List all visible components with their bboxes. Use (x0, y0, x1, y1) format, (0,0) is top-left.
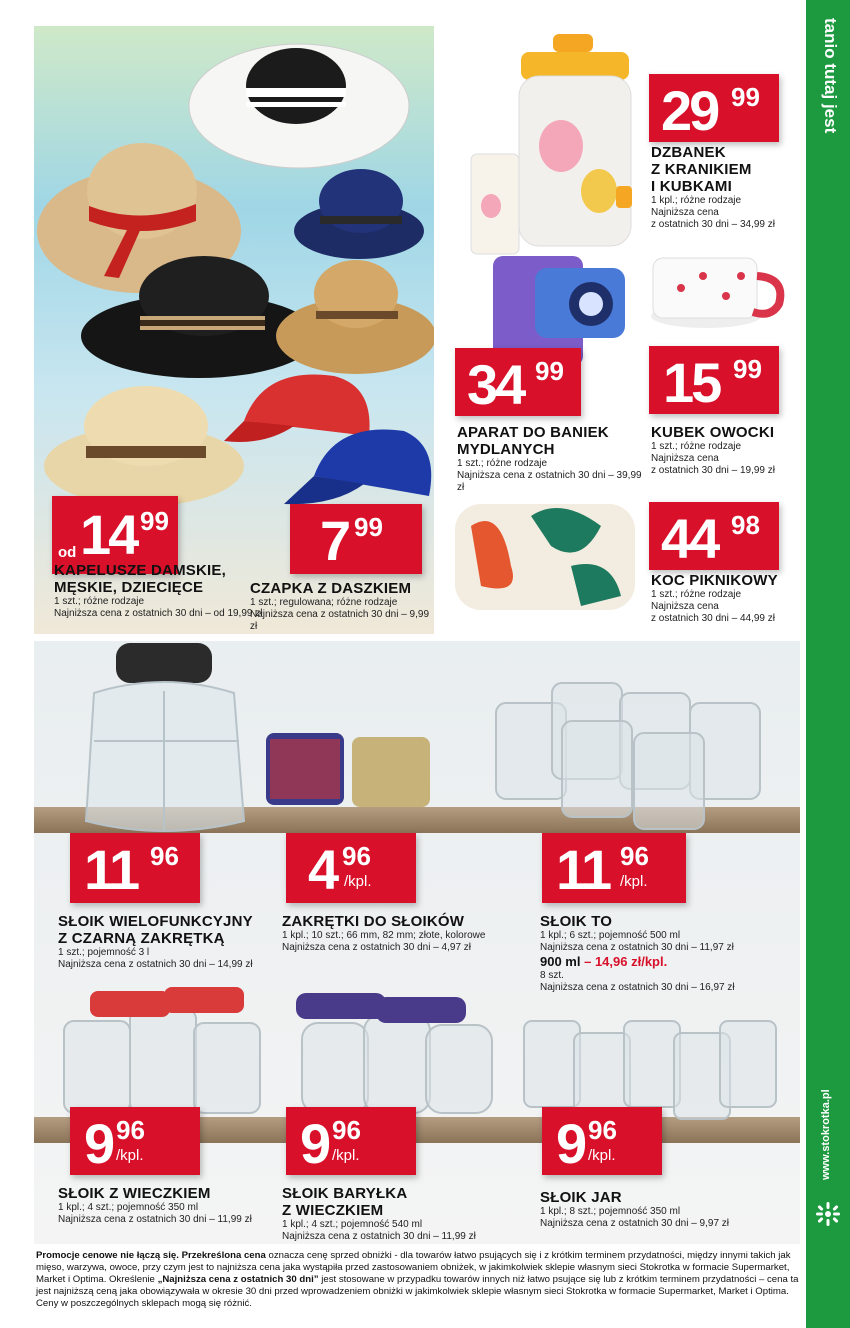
lowest-price-note: z ostatnich 30 dni – 19,99 zł (651, 465, 775, 476)
price-cents: 99 (733, 354, 762, 384)
alt-size-price (540, 954, 770, 970)
price-main: 15 (663, 351, 720, 414)
product-title: SŁOIK WIELOFUNKCYJNY (58, 913, 253, 930)
footer-bold-1: Promocje cenowe nie łączą się. (36, 1250, 179, 1261)
price-cents: 96 (620, 841, 649, 871)
lowest-price-note: Najniższa cena z ostatnich 30 dni – 9,97 zł (540, 1218, 729, 1229)
alt-size: 900 ml (540, 954, 581, 969)
home-panel (441, 26, 800, 634)
slogan: tanio tutaj jest (821, 18, 840, 134)
lowest-price-note: Najniższa cena z ostatnich 30 dni – 16,97 zł (540, 982, 735, 993)
lowest-price-note: z ostatnich 30 dni – 44,99 zł (651, 613, 775, 624)
lowest-price-note: Najniższa cena z ostatnich 30 dni – 14,99 zł (58, 959, 253, 970)
lowest-price-note: Najniższa cena z ostatnich 30 dni – 11,99 zł (282, 1231, 476, 1242)
daisy-logo-icon (814, 1200, 842, 1228)
product-title: ZAKRĘTKI DO SŁOIKÓW (282, 913, 465, 930)
jar-lid-label (58, 1185, 280, 1226)
product-meta: 1 szt.; pojemność 3 l (58, 947, 150, 958)
lowest-price-note: Najniższa cena z ostatnich 30 dni – 11,99 zł (58, 1214, 252, 1225)
product-title: DZBANEK (651, 144, 726, 161)
footer-bold-3: „Najniższa cena z ostatnich 30 dni” (157, 1274, 319, 1285)
cap-label (250, 580, 434, 633)
price-cents: 96 (588, 1115, 617, 1145)
price-unit: /kpl. (332, 1147, 360, 1164)
product-meta: 1 kpl.; 4 szt.; pojemność 540 ml (282, 1219, 423, 1230)
jars-panel (34, 641, 800, 1244)
bubbles-label (457, 424, 647, 494)
price-main: 34 (467, 353, 524, 416)
price-tag-jug (649, 74, 779, 142)
lowest-price-note: Najniższa cena z ostatnich 30 dni – 39,99 zł (457, 470, 642, 493)
price-tag-mug (649, 346, 779, 414)
price-main: 9 (300, 1112, 329, 1175)
price-tag-blanket (649, 502, 779, 570)
lowest-price-note: z ostatnich 30 dni – 34,99 zł (651, 219, 775, 230)
jar-barrel-label (282, 1185, 532, 1243)
product-title: KAPELUSZE DAMSKIE, (54, 562, 226, 579)
lowest-price-note: Najniższa cena z ostatnich 30 dni – 4,97 zł (282, 942, 471, 953)
price-tag-bubbles (455, 348, 581, 416)
product-title: I KUBKAMI (651, 178, 732, 195)
lowest-price-note: Najniższa cena (651, 207, 719, 218)
price-cents: 99 (535, 356, 564, 386)
product-meta: 1 kpl.; 6 szt.; pojemność 500 ml (540, 930, 681, 941)
product-meta: 1 kpl.; różne rodzaje (651, 195, 742, 206)
product-meta: 1 kpl.; 10 szt.; 66 mm, 82 mm; złote, kolorowe (282, 930, 486, 941)
price-main: 29 (661, 79, 718, 142)
price-tag-jar-multi (70, 833, 200, 903)
legal-footer (36, 1250, 802, 1310)
price-unit: /kpl. (620, 873, 648, 890)
price-main: 7 (320, 509, 349, 572)
price-tag-jar-jar (542, 1107, 662, 1175)
price-cents: 96 (116, 1115, 145, 1145)
jug-label (651, 144, 797, 231)
price-main: 11 (556, 838, 610, 901)
lowest-price-note: Najniższa cena z ostatnich 30 dni – od 19,99 zł (54, 608, 263, 619)
product-title: CZAPKA Z DASZKIEM (250, 580, 412, 597)
price-unit: /kpl. (344, 873, 372, 890)
price-cents: 96 (332, 1115, 361, 1145)
product-title: MĘSKIE, DZIECIĘCE (54, 579, 204, 596)
product-title: KOC PIKNIKOWY (651, 572, 778, 589)
lowest-price-note: Najniższa cena (651, 601, 719, 612)
mug-label (651, 424, 797, 477)
footer-text-1: oznacza cenę sprzed obniżki - dla towarów łatwo psujących się i z krótkim terminem przydatności, między innymi takich jak mięso, warzywa, owoce, przy czym jest to najniższa cena jaka wystąpiła przed zastosowaniem obniżek, w jakimkolwiek sklepie własnym sieci Stokrotka w formacie Supermarket, Market i Optima. Określenie (36, 1250, 791, 1285)
price-unit: /kpl. (116, 1147, 144, 1164)
lowest-price-note: Najniższa cena z ostatnich 30 dni – 9,99 zł (250, 609, 429, 632)
product-title: MYDLANYCH (457, 441, 555, 458)
product-meta: 1 szt.; regulowana; różne rodzaje (250, 597, 398, 608)
footer-text-2: jest stosowane w przypadku towarów innych niż łatwo psujące się lub z krótkim terminem przydatności – cena ta jest najniższą ceną jaka obowiązywała w okresie 30 dni przed wprowadzeniem obniżki w jakimkolwiek sklepie własnym sieci Stokrotka w formacie Supermarket, Market i Optima. Ceny w poszczególnych sklepach mogą się różnić. (36, 1274, 799, 1309)
price-main: 44 (661, 507, 718, 570)
product-title: Z KRANIKIEM (651, 161, 752, 178)
price-tag-jar-barrel (286, 1107, 416, 1175)
jar-multi-label (58, 913, 280, 971)
website-url[interactable]: www.stokrotka.pl (820, 1089, 832, 1180)
hats-panel (34, 26, 434, 634)
jar-to-label (540, 913, 770, 994)
price-unit: /kpl. (588, 1147, 616, 1164)
product-title: Z CZARNĄ ZAKRĘTKĄ (58, 930, 225, 947)
price-main: 9 (556, 1112, 585, 1175)
price-cents: 99 (731, 82, 760, 112)
lowest-price-note: Najniższa cena z ostatnich 30 dni – 11,97 zł (540, 942, 734, 953)
hats-label (54, 562, 264, 620)
product-meta: 1 szt.; różne rodzaje (54, 596, 145, 607)
price-tag-cap (290, 504, 422, 574)
product-title: SŁOIK JAR (540, 1189, 622, 1206)
price-main: 9 (84, 1112, 113, 1175)
lids-label (282, 913, 532, 954)
product-title: SŁOIK TO (540, 913, 613, 930)
price-main: 14 (80, 503, 137, 566)
price-main: 11 (84, 838, 138, 901)
product-title: APARAT DO BANIEK (457, 424, 609, 441)
price-cents: 98 (731, 510, 760, 540)
alt-price: – 14,96 zł/kpl. (584, 954, 668, 969)
footer-bold-2: Przekreślona cena (181, 1250, 266, 1261)
product-meta: 1 szt.; różne rodzaje (651, 441, 742, 452)
product-meta: 1 szt.; różne rodzaje (651, 589, 742, 600)
price-main: 4 (308, 838, 337, 901)
price-tag-jar-lid (70, 1107, 200, 1175)
jar-jar-label (540, 1189, 770, 1230)
product-meta: 1 kpl.; 4 szt.; pojemność 350 ml (58, 1202, 199, 1213)
product-title: SŁOIK Z WIECZKIEM (58, 1185, 211, 1202)
price-cents: 99 (140, 506, 169, 536)
price-tag-lids (286, 833, 416, 903)
product-meta: 1 szt.; różne rodzaje (457, 458, 548, 469)
price-cents: 96 (342, 841, 371, 871)
blanket-label (651, 572, 797, 625)
product-title: SŁOIK BARYŁKA (282, 1185, 408, 1202)
product-title: KUBEK OWOCKI (651, 424, 775, 441)
product-meta: 1 kpl.; 8 szt.; pojemność 350 ml (540, 1206, 681, 1217)
lowest-price-note: Najniższa cena (651, 453, 719, 464)
brand-sidebar (806, 0, 850, 1328)
product-title: Z WIECZKIEM (282, 1202, 384, 1219)
price-tag-jar-to (542, 833, 686, 903)
product-meta: 8 szt. (540, 970, 564, 981)
price-cents: 99 (354, 512, 383, 542)
price-prefix: od (58, 544, 77, 561)
price-cents: 96 (150, 841, 179, 871)
